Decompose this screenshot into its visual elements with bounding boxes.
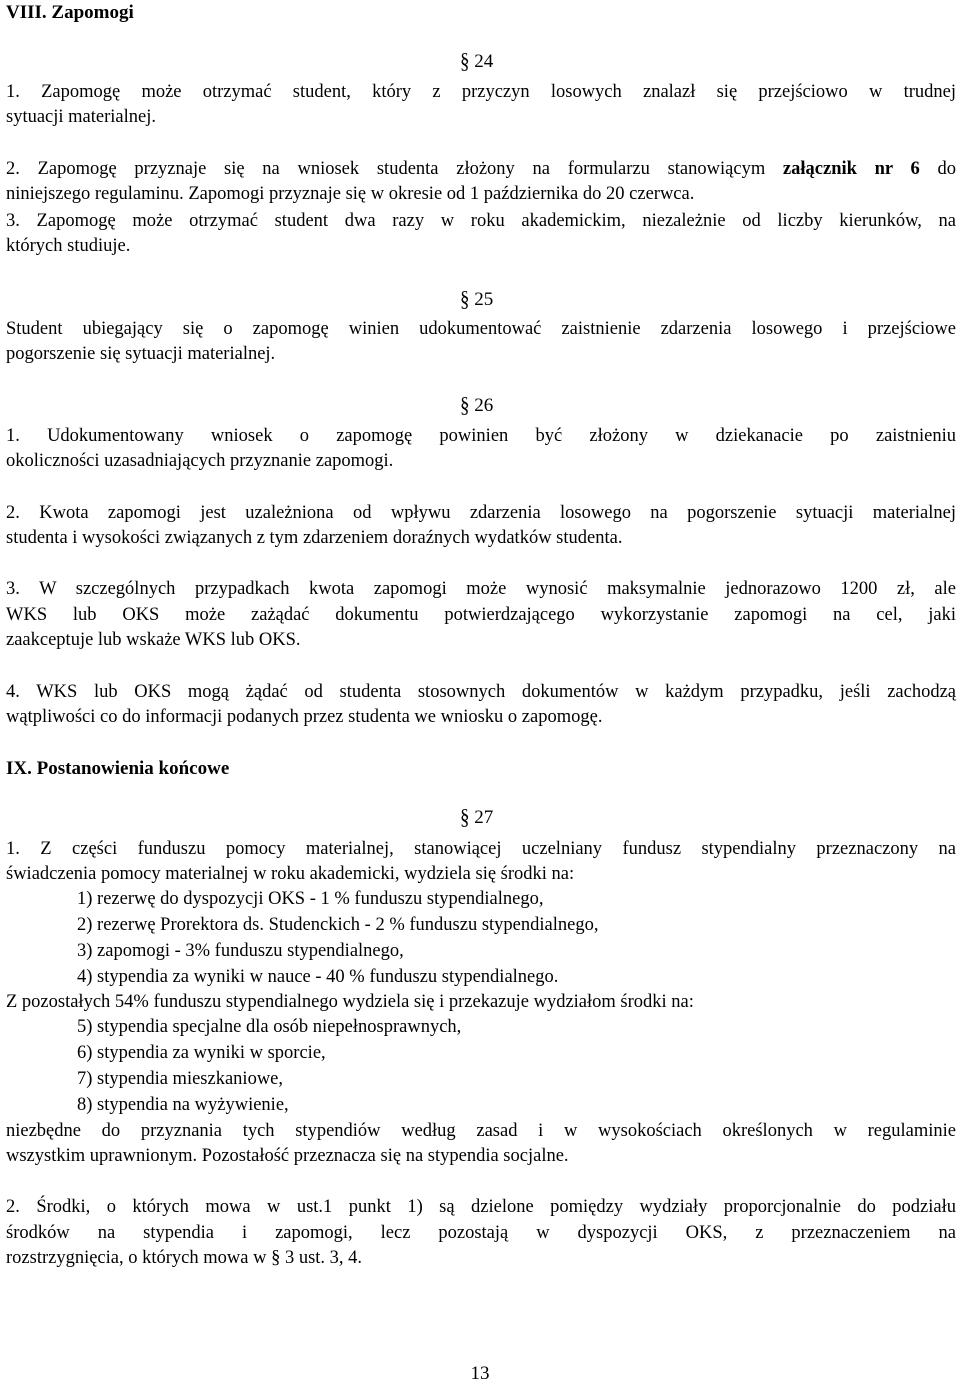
item-27-2: 2. Środki, o których mowa w ust.1 punkt 1) są dzielone pomiędzy wydziały proporcjonalnie do podziału <box>6 1197 956 1217</box>
paragraph-mark-27 <box>460 805 493 830</box>
item-24-3-line2: których studiuje. <box>6 236 131 256</box>
item-24-3: 3. Zapomogę może otrzymać student dwa razy w roku akademickim, niezależnie od liczby kierunków, na <box>6 211 956 231</box>
item-26-2-line2: studenta i wysokości związanych z tym zdarzeniem doraźnych wydatków studenta. <box>6 528 623 548</box>
list-item: 7) stypendia mieszkaniowe, <box>77 1069 284 1089</box>
item-26-3-line2: WKS lub OKS może zażądać dokumentu potwierdzającego wykorzystanie zapomogi na cel, jaki <box>6 605 956 625</box>
paragraph-number: 24 <box>474 51 494 72</box>
item-26-1: 1. Udokumentowany wniosek o zapomogę powinien być złożony w dziekanacie po zaistnieniu <box>6 426 956 446</box>
paragraph-25-text: Student ubiegający się o zapomogę winien udokumentować zaistnienie zdarzenia losowego i przejściowe <box>6 319 956 339</box>
paragraph-mark-24 <box>460 49 493 74</box>
item-24-1-line2: sytuacji materialnej. <box>6 107 156 127</box>
item-24-1: 1. Zapomogę może otrzymać student, który z przyczyn losowych znalazł się przejściowo w trudnej <box>6 82 956 102</box>
list-item: 8) stypendia na wyżywienie, <box>77 1095 289 1115</box>
section-heading-ix: IX. Postanowienia końcowe <box>6 758 230 779</box>
section-heading-viii: VIII. Zapomogi <box>6 2 134 23</box>
item-26-3-line3: zaakceptuje lub wskaże WKS lub OKS. <box>6 630 301 650</box>
item-24-2: 2. Zapomogę przyznaje się na wniosek studenta złożony na formularzu stanowiącym załącznik nr 6 do <box>6 159 956 179</box>
item-26-4: 4. WKS lub OKS mogą żądać od studenta stosownych dokumentów w każdym przypadku, jeśli zachodzą <box>6 682 956 702</box>
section-sign: § <box>460 49 470 74</box>
paragraph-number: 27 <box>474 807 494 828</box>
item-27-1: 1. Z części funduszu pomocy materialnej, stanowiącej uczelniany fundusz stypendialny przeznaczony na <box>6 839 956 859</box>
list-item: 1) rezerwę do dyspozycji OKS - 1 % funduszu stypendialnego, <box>77 889 544 909</box>
list-item: 5) stypendia specjalne dla osób niepełnosprawnych, <box>77 1017 462 1037</box>
list-item: 3) zapomogi - 3% funduszu stypendialnego, <box>77 941 404 961</box>
item-27-2-line3: rozstrzygnięcia, o których mowa w § 3 ust. 3, 4. <box>6 1248 363 1268</box>
section-sign: § <box>460 393 470 418</box>
annex-reference: załącznik nr 6 <box>782 159 920 179</box>
item-26-2: 2. Kwota zapomogi jest uzależniona od wpływu zdarzenia losowego na pogorszenie sytuacji materialnej <box>6 503 956 523</box>
page-number: 13 <box>470 1363 490 1384</box>
item-24-2-line2: niniejszego regulaminu. Zapomogi przyznaje się w okresie od 1 października do 20 czerwca. <box>6 184 695 204</box>
paragraph-mark-25 <box>460 287 493 312</box>
paragraph-mark-26 <box>460 393 493 418</box>
item-27-1-line2: świadczenia pomocy materialnej w roku akademicki, wydziela się środki na: <box>6 864 575 884</box>
item-27-1-closing-line2: wszystkim uprawnionym. Pozostałość przeznacza się na stypendia socjalne. <box>6 1146 569 1166</box>
remaining-funds-line: Z pozostałych 54% funduszu stypendialnego wydziela się i przekazuje wydziałom środki na: <box>6 992 694 1012</box>
list-item: 6) stypendia za wyniki w sporcie, <box>77 1043 326 1063</box>
section-sign: § <box>460 287 470 312</box>
item-27-2-line2: środków na stypendia i zapomogi, lecz pozostają w dyspozycji OKS, z przeznaczeniem na <box>6 1223 956 1243</box>
list-item: 2) rezerwę Prorektora ds. Studenckich - 2 % funduszu stypendialnego, <box>77 915 599 935</box>
paragraph-number: 25 <box>474 289 494 310</box>
item-26-4-line2: wątpliwości co do informacji podanych przez studenta we wniosku o zapomogę. <box>6 707 603 727</box>
item-26-3: 3. W szczególnych przypadkach kwota zapomogi może wynosić maksymalnie jednorazowo 1200 zł, ale <box>6 579 956 599</box>
section-sign: § <box>460 805 470 830</box>
paragraph-25-line2: pogorszenie się sytuacji materialnej. <box>6 344 276 364</box>
list-item: 4) stypendia za wyniki w nauce - 40 % funduszu stypendialnego. <box>77 967 559 987</box>
paragraph-number: 26 <box>474 395 494 416</box>
item-26-1-line2: okoliczności uzasadniających przyznanie zapomogi. <box>6 451 394 471</box>
item-27-1-closing: niezbędne do przyznania tych stypendiów według zasad i w wysokościach określonych w regulaminie <box>6 1121 956 1141</box>
